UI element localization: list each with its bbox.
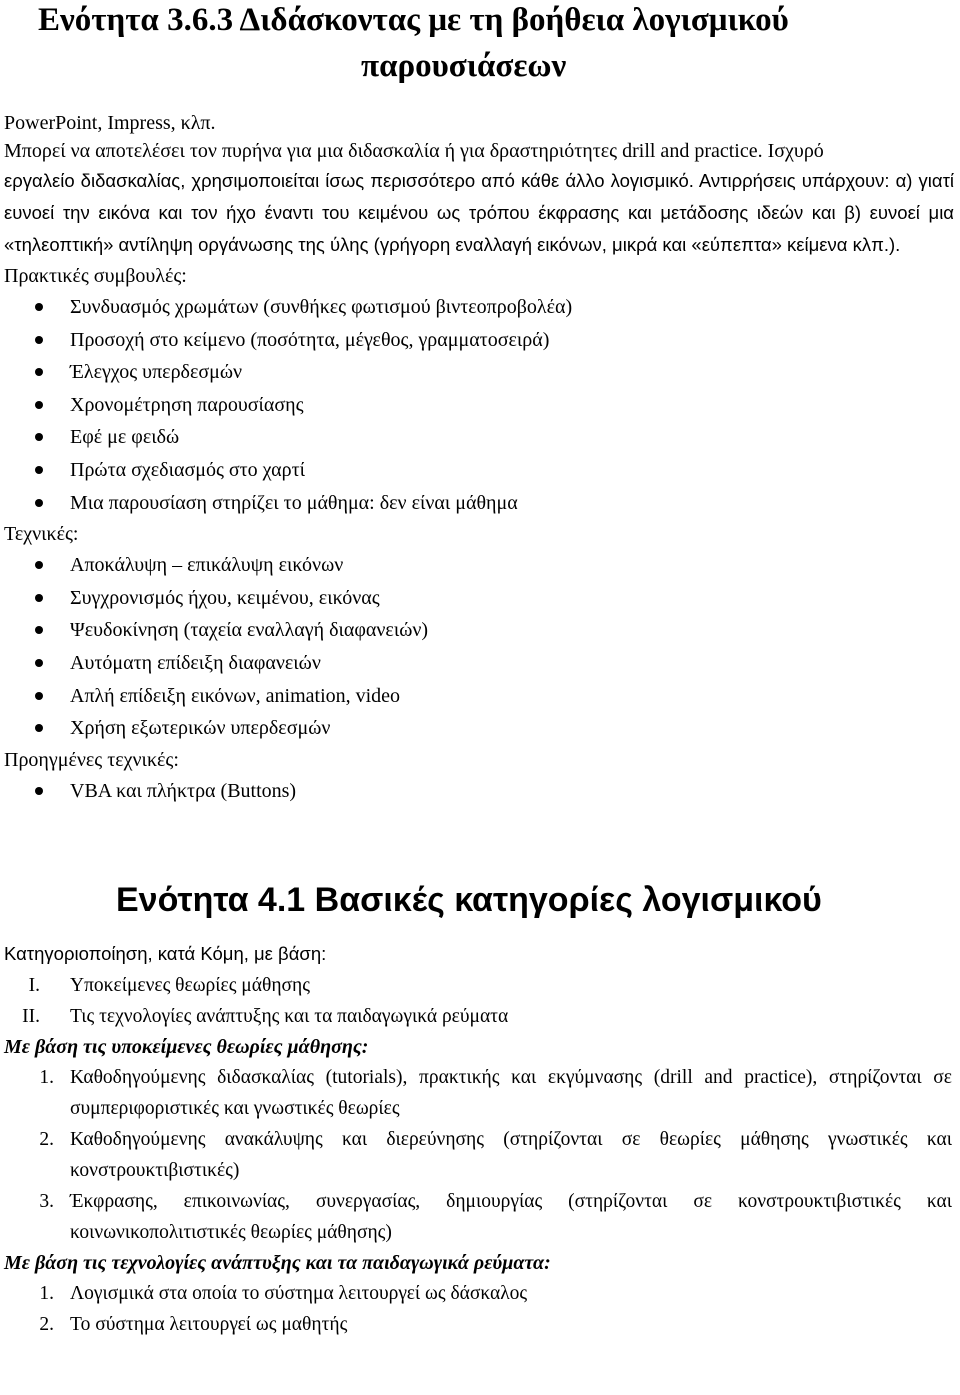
theories-list	[4, 1062, 954, 1248]
bullet-icon	[35, 499, 43, 507]
list-item: 1. Καθοδηγούμενης διδασκαλίας (tutorials), πρακτικής και εκγύμνασης (drill and practice), στηρίζονται σε συμπεριφοριστικές και γνωστικές θεωρίες	[39, 1067, 952, 1120]
advanced-heading: Προηγμένες τεχνικές:	[4, 748, 179, 771]
list-item: 2. Το σύστημα λειτουργεί ως μαθητής	[39, 1314, 348, 1336]
theories-heading: Με βάση τις υποκείμενες θεωρίες μάθησης:	[4, 1036, 369, 1059]
bullet-icon	[35, 594, 43, 602]
tips-heading: Πρακτικές συμβουλές:	[4, 265, 187, 287]
list-item: VBA και πλήκτρα (Buttons)	[4, 775, 954, 808]
list-item: Έλεγχος υπερδεσμών	[4, 356, 954, 389]
techniques-list	[4, 549, 954, 745]
bullet-icon	[35, 466, 43, 474]
techniques-heading: Τεχνικές:	[4, 523, 79, 546]
list-item: Αυτόματη επίδειξη διαφανειών	[4, 647, 954, 680]
list-item: 1. Λογισμικά στα οποία το σύστημα λειτουργεί ως δάσκαλος	[39, 1283, 528, 1305]
bullet-icon	[35, 659, 43, 667]
list-item: 2. Καθοδηγούμενης ανακάλυψης και διερεύνησης (στηρίζονται σε θεωρίες μάθησης γνωστικές και κονστρουκτιβιστικές)	[39, 1129, 952, 1182]
classification-line: Κατηγοριοποίηση, κατά Κόμη, με βάση:	[4, 943, 327, 965]
list-item: Συγχρονισμός ήχου, κειμένου, εικόνας	[4, 582, 954, 615]
bases-list	[4, 970, 954, 1032]
intro-line: PowerPoint, Impress, κλπ.	[4, 112, 216, 134]
bullet-icon	[35, 401, 43, 409]
section-title-4-1: Ενότητα 4.1 Βασικές κατηγορίες λογισμικού	[116, 881, 822, 920]
bullet-icon	[35, 787, 43, 795]
intro-paragraph-sans: εργαλείο διδασκαλίας, χρησιμοποιείται ίσως περισσότερο από κάθε άλλο λογισμικό. Αντιρρήσεις υπάρχουν: α) γιατί ευνοεί την εικόνα και τον ήχο έναντι του κειμένου ως τρόπου έκφρασης και μετάδοσης ιδεών και β) ευνοεί μια «τηλεοπτική» αντίληψη οργάνωσης της ύλης (γρήγορη εναλλαγή εικόνων, μικρά και «εύπεπτα» κείμενα κλπ.).	[4, 170, 954, 255]
bullet-icon	[35, 561, 43, 569]
list-item: Ψευδοκίνηση (ταχεία εναλλαγή διαφανειών)	[4, 614, 954, 647]
list-item: I. Υποκείμενες θεωρίες μάθησης	[28, 975, 310, 997]
list-item: 3. Έκφρασης, επικοινωνίας, συνεργασίας, δημιουργίας (στηρίζονται σε κονστρουκτιβιστικές και κοινωνικοπολιτιστικές θεωρίες μάθησης)	[39, 1191, 952, 1244]
list-item: Απλή επίδειξη εικόνων, animation, video	[4, 680, 954, 713]
section-title-line-2: παρουσιάσεων	[361, 48, 567, 84]
bullet-icon	[35, 692, 43, 700]
bullet-icon	[35, 433, 43, 441]
intro-paragraph-serif: Μπορεί να αποτελέσει τον πυρήνα για μια διδασκαλία ή για δραστηριότητες drill and practice. Ισχυρό	[4, 140, 824, 162]
tips-list	[4, 291, 954, 519]
bullet-icon	[35, 336, 43, 344]
list-item: Εφέ με φειδώ	[4, 421, 954, 454]
bullet-icon	[35, 626, 43, 634]
section-title-line-1: Ενότητα 3.6.3 Διδάσκοντας με τη βοήθεια λογισμικού	[38, 2, 789, 38]
bullet-icon	[35, 724, 43, 732]
list-item: Προσοχή στο κείμενο (ποσότητα, μέγεθος, γραμματοσειρά)	[4, 324, 954, 357]
tech-list	[4, 1278, 954, 1340]
bullet-icon	[35, 303, 43, 311]
list-item: II. Τις τεχνολογίες ανάπτυξης και τα παιδαγωγικά ρεύματα	[22, 1006, 509, 1028]
list-item: Μια παρουσίαση στηρίζει το μάθημα: δεν είναι μάθημα	[4, 487, 954, 520]
advanced-list	[4, 775, 954, 808]
list-item: Χρονομέτρηση παρουσίασης	[4, 389, 954, 422]
bullet-icon	[35, 368, 43, 376]
tech-heading: Με βάση τις τεχνολογίες ανάπτυξης και τα παιδαγωγικά ρεύματα:	[4, 1252, 551, 1275]
list-item: Πρώτα σχεδιασμός στο χαρτί	[4, 454, 954, 487]
list-item: Αποκάλυψη – επικάλυψη εικόνων	[4, 549, 954, 582]
list-item: Συνδυασμός χρωμάτων (συνθήκες φωτισμού βιντεοπροβολέα)	[4, 291, 954, 324]
list-item: Χρήση εξωτερικών υπερδεσμών	[4, 712, 954, 745]
